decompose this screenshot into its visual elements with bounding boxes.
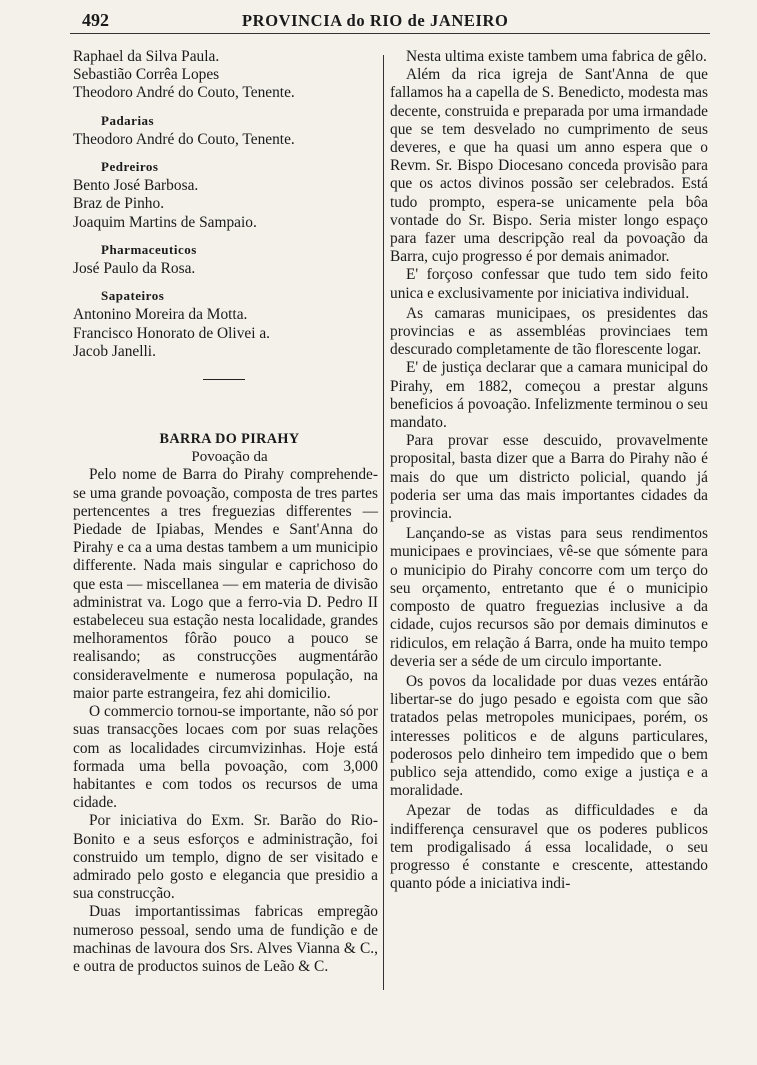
section-subtitle: Povoação da bbox=[191, 449, 268, 466]
trade-heading-sapateiros: Sapateiros bbox=[101, 288, 165, 304]
paragraph: Lançando-se as vistas para seus rendimentos municipaes e provinciaes, vê-se que sómente para o municipio do Pirahy concorre com um terço do seu orçamento, entretanto que é o municipio composto de quatro freguezias inclusive a da cidade, cujos recursos são por demais diminutos e ridiculos, em relação á Barra, onde ha muito tempo deveria ser a séde de um circulo importante. bbox=[390, 525, 708, 670]
section-title: BARRA DO PIRAHY bbox=[159, 431, 300, 448]
paragraph: Os povos da localidade por duas vezes entárão libertar-se do jugo pesado e egoista com que são tratados pelas metropoles municipaes, porém, os interesses politicos e de alguns particulares, poderosos pelo dinheiro tem impedido que o bem publico seja attendido, como exige a justiça e a moralidade. bbox=[390, 672, 708, 800]
page-header bbox=[70, 10, 710, 34]
paragraph: Duas importantissimas fabricas empregão numeroso pessoal, sendo uma de fundição e de machinas de lavoura dos Srs. Alves Vianna & C., e outra de productos suinos de Leão & C. bbox=[73, 903, 378, 975]
trade-heading-padarias: Padarias bbox=[101, 112, 155, 128]
paragraph: Pelo nome de Barra do Pirahy comprehende-se uma grande povoação, composta de tres partes pertencentes a tres freguezias differentes — Piedade de Ipiabas, Mendes e Sant'Anna do Pirahy e ca a uma destas tambem a um municipio differente. Nada mais singular e caprichoso do que esta — miscellanea — em materia de divisão administrat va. Logo que a ferro-via D. Pedro II estabeleceu sua estação nesta localidade, grandes melhoramentos fôrão pouco a pouco se realisando; as construcções augmentárão consideravelmente e numerosa população, na maior parte estrangeira, fez ahi domicilio. bbox=[73, 466, 378, 702]
paragraph: E' de justiça declarar que a camara municipal do Pirahy, em 1882, começou a prestar alguns beneficios á povoação. Infelizmente terminou o seu mandato. bbox=[390, 359, 708, 432]
list-item: Francisco Honorato de Olivei a. bbox=[73, 324, 271, 342]
paragraph: O commercio tornou-se importante, não só por suas transacções locaes com por suas relações com as localidades circumvizinhas. Hoje está formada uma bella povoação, com 3,000 habitantes e com todos os recursos de uma cidade. bbox=[73, 703, 378, 812]
name-list bbox=[73, 48, 378, 361]
right-column bbox=[390, 48, 708, 893]
paragraph: E' forçoso confessar que tudo tem sido feito unica e exclusivamente por iniciativa individual. bbox=[390, 266, 708, 302]
section-separator bbox=[203, 379, 245, 380]
paragraph: As camaras municipaes, os presidentes das provincias e as assembléas provinciaes tem descurado completamente de tão florescente logar. bbox=[390, 304, 708, 359]
list-item: Sebastião Corrêa Lopes bbox=[73, 66, 220, 84]
paragraph: Além da rica igreja de Sant'Anna de que fallamos ha a capella de S. Benedicto, modesta mas decente, construida e preparada por uma irmandade que se tem desvelado no cumprimento de seus deveres, e que ha quasi um anno espera que o Revm. Sr. Bispo Diocesano conceda provisão para que os actos divinos possão ser celebrados. Está tudo prompto, espera-se unicamente pela bôa vontade do Sr. Bispo. Seria mister longo espaço para fazer uma descripção real da povoação da Barra, cujo progresso é por demais animador. bbox=[390, 66, 708, 266]
list-item: Theodoro André do Couto, Tenente. bbox=[73, 84, 295, 102]
list-item: Jacob Janelli. bbox=[73, 342, 156, 360]
paragraph: Apezar de todas as difficuldades e da indifferença censuravel que os poderes publicos tem prodigalisado á essa localidade, o seu progresso é constante e crescente, attestando quanto póde a iniciativa indi- bbox=[390, 802, 708, 893]
column-divider bbox=[383, 55, 384, 990]
list-item: Braz de Pinho. bbox=[73, 195, 165, 213]
list-item: Bento José Barbosa. bbox=[73, 177, 199, 195]
page-number: 492 bbox=[82, 10, 109, 30]
list-item: José Paulo da Rosa. bbox=[73, 260, 196, 278]
left-column bbox=[73, 48, 378, 976]
trade-heading-pharmaceuticos: Pharmaceuticos bbox=[101, 241, 197, 257]
running-title: PROVINCIA do RIO de JANEIRO bbox=[242, 11, 509, 30]
list-item: Theodoro André do Couto, Tenente. bbox=[73, 130, 295, 148]
trade-heading-pedreiros: Pedreiros bbox=[101, 159, 159, 175]
list-item: Antonino Moreira da Motta. bbox=[73, 306, 248, 324]
list-item: Raphael da Silva Paula. bbox=[73, 48, 220, 65]
header-rule bbox=[70, 33, 710, 34]
paragraph: Nesta ultima existe tambem uma fabrica de gêlo. bbox=[406, 48, 707, 65]
paragraph: Para provar esse descuido, provavelmente proposital, basta dizer que a Barra do Pirahy não é mais do que um districto policial, quando já poderia ser uma das mais importantes cidades da provincia. bbox=[390, 432, 708, 523]
list-item: Joaquim Martins de Sampaio. bbox=[73, 213, 257, 231]
paragraph: Por iniciativa do Exm. Sr. Barão do Rio-Bonito e a seus esforços e administração, foi construido um templo, digno de ser visitado e admirado pelo gosto e elegancia que presidio a sua construcção. bbox=[73, 812, 378, 903]
